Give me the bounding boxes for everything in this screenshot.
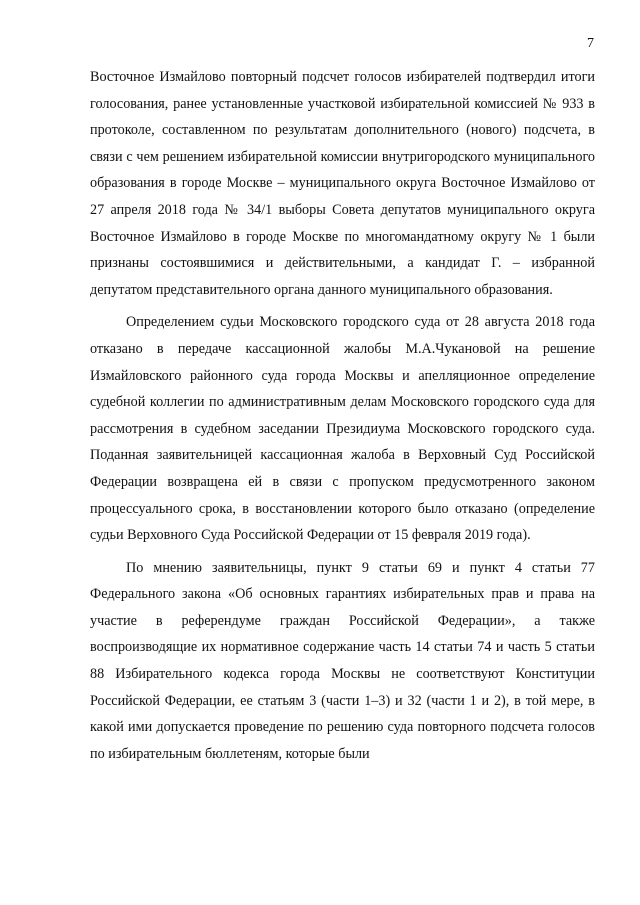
paragraph-court-ruling: Определением судьи Московского городского суда от 28 августа 2018 года отказано в передаче кассационной жалобы М.А.Чукановой на решение Измайловского районного суда города Москвы и апелляционное определение судебной коллегии по административным делам Московского городского суда для рассмотрения в судебном заседании Президиума Московского городского суда. Поданная заявительницей кассационная жалоба в Верховный Суд Российской Федерации возвращена ей в связи с пропуском предусмотренного законом процессуального срока, в восстановлении которого было отказано (определение судьи Верховного Суда Российской Федерации от 15 февраля 2019 года). [90,314,595,544]
paragraph-applicant-opinion: По мнению заявительницы, пункт 9 статьи 69 и пункт 4 статьи 77 Федерального закона «Об основных гарантиях избирательных прав и права на участие в референдуме граждан Российской Федерации», а также воспроизводящие их нормативное содержание часть 14 статьи 74 и часть 5 статьи 88 Избирательного кодекса города Москвы не соответствуют Конституции Российской Федерации, ее статьям 3 (части 1–3) и 32 (части 1 и 2), в той мере, в какой ими допускается проведение по решению суда повторного подсчета голосов по избирательным бюллетеням, которые были [90,559,595,762]
paragraph-continuation: Восточное Измайлово повторный подсчет голосов избирателей подтвердил итоги голосования, ранее установленные участковой избирательной комиссией № 933 в протоколе, составленном по результатам дополнительного (нового) подсчета, в связи с чем решением избирательной комиссии внутригородского муниципального образования в городе Москве – муниципального округа Восточное Измайлово от 27 апреля 2018 года № 34/1 выборы Совета депутатов муниципального округа Восточное Измайлово в городе Москве по многомандатному округу № 1 были признаны состоявшимися и действительными, а кандидат Г. – избранной депутатом представительного органа данного муниципального образования. [90,69,595,298]
page-number: 7 [587,36,594,51]
document-body [90,64,595,767]
